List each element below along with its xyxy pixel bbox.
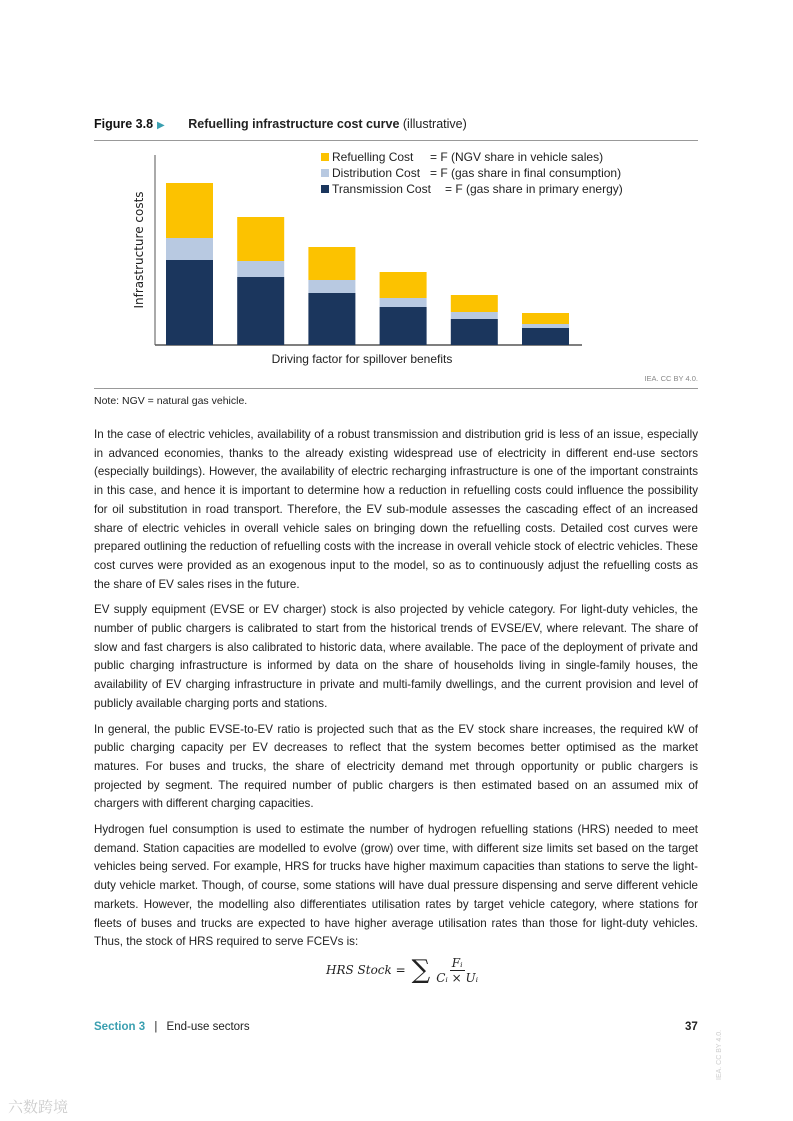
bar-refuelling-cost <box>308 247 355 280</box>
bar-transmission-cost <box>522 328 569 345</box>
bar-refuelling-cost <box>451 295 498 312</box>
stacked-bar-chart <box>94 145 698 373</box>
bar-distribution-cost <box>380 298 427 307</box>
bar-distribution-cost <box>522 324 569 328</box>
bar-transmission-cost <box>308 293 355 345</box>
figure-credit: IEA. CC BY 4.0. <box>644 374 698 383</box>
paragraph: Hydrogen fuel consumption is used to estimate the number of hydrogen refuelling stations (HRS) needed to meet demand. Station capacities are modelled to evolve (grow) over time, with different size limits set based on the target vehicles being served. For example, HRS for trucks have higher maximum capacities than stations to serve the light-duty vehicle market. Though, of course, some stations will have dual pressure dispensing and serve different vehicle markets. However, the modelling also differentiates utilisation rates by target vehicle category, where stations for fleets of buses and trucks are expected to have higher average utilisation rates than those for light-duty vehicles. Thus, the stock of HRS required to serve FCEVs is: <box>94 823 698 949</box>
bar-distribution-cost <box>451 312 498 319</box>
page-number: 37 <box>685 1021 698 1033</box>
bar-refuelling-cost <box>522 313 569 324</box>
legend-swatch <box>321 169 329 177</box>
bar-transmission-cost <box>451 319 498 345</box>
paragraph: In the case of electric vehicles, availability of a robust transmission and distribution grid is less of an issue, especially in advanced economies, thanks to the already existing widespread use of electricity in different end-use sectors (especially buildings). However, the availability of electric recharging infrastructure is one of the important constraints in this case, and hence it is important to determine how a reduction in refuelling costs could influence the possibility for oil substitution in road transport. Therefore, the EV sub-module assesses the cascading effect of an increased share of electric vehicles in overall vehicle sales on bringing down the refuelling costs. Detailed cost curves were prepared outlining the reduction of refuelling costs with the increase in overall vehicle stock of electric vehicles. These cost curves were provided as an exogenous input to the model, so as to continuously adjust the refuelling costs as the share of EV sales rises in the future. <box>94 428 698 591</box>
triangle-arrow-icon: ▶ <box>157 120 165 131</box>
watermark: 六数跨境 <box>8 1099 69 1116</box>
y-axis-label: Infrastructure costs <box>132 191 146 309</box>
bar-refuelling-cost <box>237 217 284 261</box>
footer: Section 3 | End-use sectors <box>94 1021 250 1033</box>
x-axis-label: Driving factor for spillover benefits <box>271 352 453 366</box>
bar-distribution-cost <box>308 280 355 293</box>
legend-formula: = F (gas share in final consumption) <box>430 166 622 180</box>
bar-distribution-cost <box>166 238 213 260</box>
legend-label: Transmission Cost <box>332 182 431 196</box>
paragraph: EV supply equipment (EVSE or EV charger) stock is also projected by vehicle category. For light-duty vehicles, the number of public chargers is calibrated to start from the historical trends of EVSE/EV, where relevant. The share of slow and fast chargers is also calibrated to historic data, where available. The pace of the deployment of private and public charging infrastructure is informed by data on the share of households living in single-family houses, the availability of EV charging infrastructure in private and multi-family dwellings, and the current provision and level of publicly available charging ports and stations. <box>94 603 698 710</box>
bar-transmission-cost <box>380 307 427 345</box>
divider <box>94 140 698 141</box>
bar-distribution-cost <box>237 261 284 277</box>
legend-swatch <box>321 153 329 161</box>
bar-refuelling-cost <box>380 272 427 298</box>
hrs-formula: HRS Stock = ∑ $\frac{\text{Fᵢ}}{\text{Cᵢ × Uᵢ}}$ <box>326 955 479 985</box>
bar-transmission-cost <box>237 277 284 345</box>
body-text <box>94 426 698 959</box>
legend-formula: = F (NGV share in vehicle sales) <box>430 150 604 164</box>
divider <box>94 388 698 389</box>
paragraph: In general, the public EVSE-to-EV ratio is projected such that as the EV stock share increases, the required kW of public charging capacity per EV decreases to reflect that the system becomes better optimised as the market matures. For buses and trucks, the share of electricity demand met through opportunity or public chargers is projected by segment. The required number of public chargers is then estimated based on an assumed mix of chargers with different charging capacities. <box>94 722 698 811</box>
bar-transmission-cost <box>166 260 213 345</box>
figure-title: Figure 3.8 ▶ Refuelling infrastructure cost curve (illustrative) <box>94 117 467 131</box>
legend-label: Refuelling Cost <box>332 150 414 164</box>
legend-label: Distribution Cost <box>332 166 421 180</box>
side-credit: IEA. CC BY 4.0. <box>716 1029 723 1080</box>
bar-refuelling-cost <box>166 183 213 238</box>
figure-note: Note: NGV = natural gas vehicle. <box>94 395 248 407</box>
legend-swatch <box>321 185 329 193</box>
legend-formula: = F (gas share in primary energy) <box>445 182 623 196</box>
